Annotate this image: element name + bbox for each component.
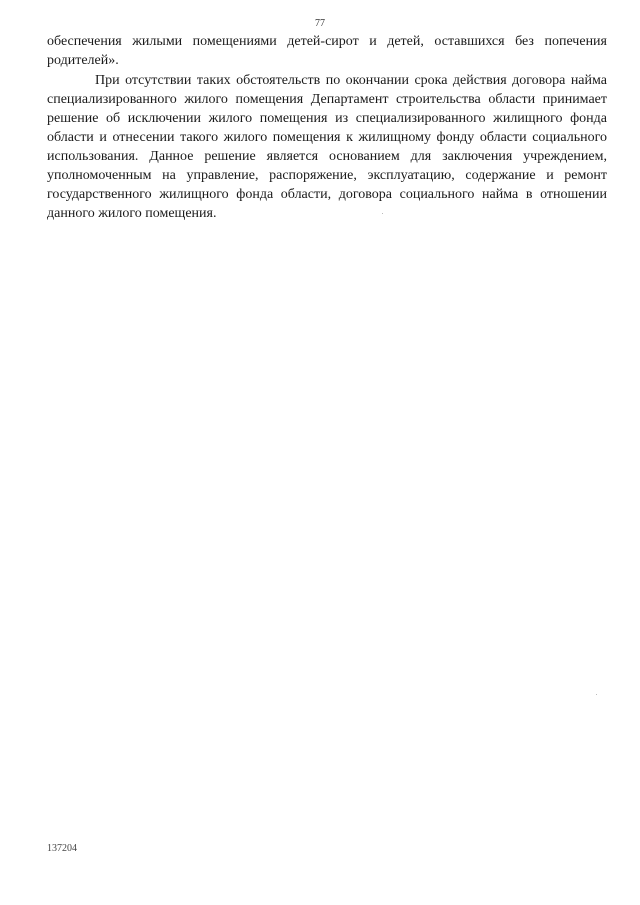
scan-speck: [382, 213, 383, 214]
page-number: 77: [315, 18, 325, 29]
paragraph-main: При отсутствии таких обстоятельств по окончании срока действия договора найма специализированного жилого помещения Департамент строительства области принимает решение об исключении жилого помещения из специализированного жилищного фонда области и отнесении такого жилого помещения к жилищному фонду области социального использования. Данное решение является основанием для заключения учреждением, уполномоченным на управление, распоряжение, эксплуатацию, содержание и ремонт государственного жилищного фонда области, договора социального найма в отношении данного жилого помещения.: [47, 73, 607, 221]
document-code: 137204: [47, 843, 77, 854]
document-body: [47, 32, 607, 223]
paragraph-continuation: обеспечения жилыми помещениями детей-сирот и детей, оставшихся без попечения родителей».: [47, 34, 607, 68]
scan-speck: [596, 694, 597, 695]
